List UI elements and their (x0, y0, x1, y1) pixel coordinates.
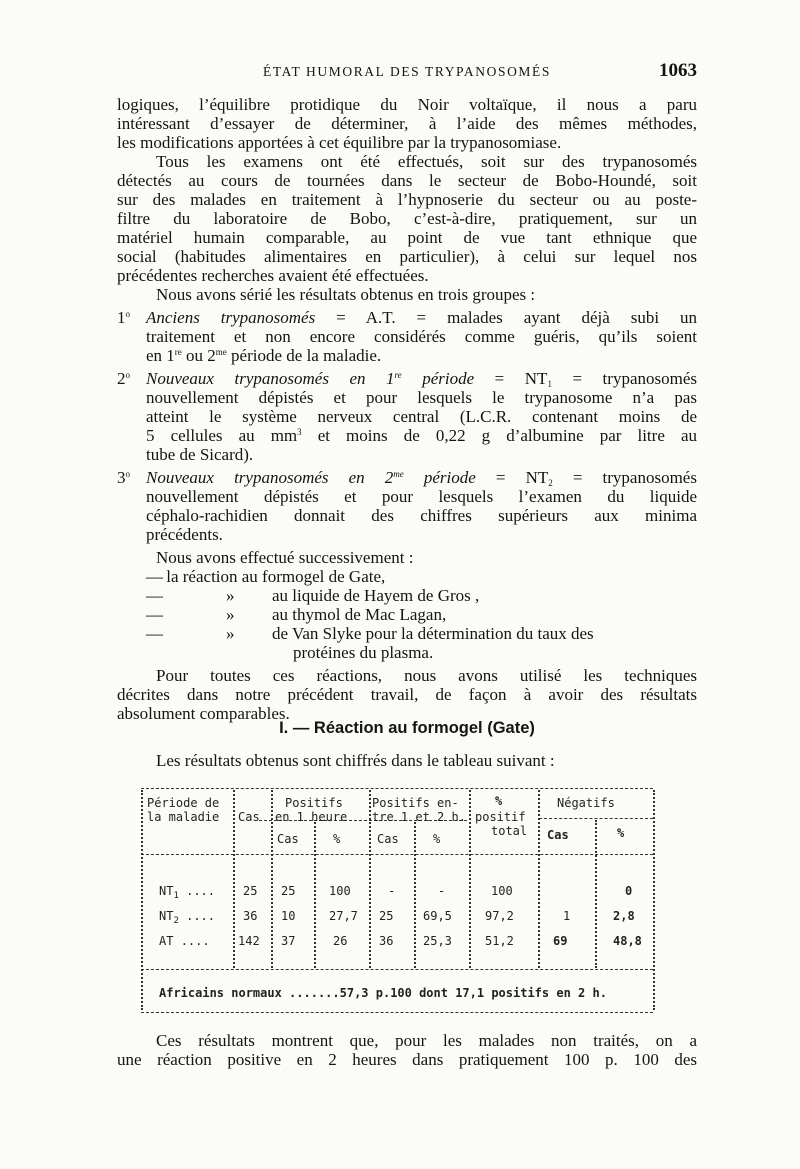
method-item: — » au liquide de Hayem de Gros , (146, 586, 480, 605)
section-title: I. — Réaction au formogel (Gate) (279, 719, 535, 737)
text-line: 5 cellules au $mm^3$ et moins de 0,22 g d’albumine par litre au (146, 426, 697, 445)
text-line: matériel humain comparable, au point de vue tant ethnique que (117, 228, 697, 247)
header-periode-1: Période de (147, 796, 220, 810)
cell: 10 (281, 909, 296, 923)
cell: 142 (238, 934, 260, 948)
method-item: — » au thymol de Mac Lagan, (146, 605, 447, 624)
text-line: détectés au cours de tournées dans le secteur de Bobo-Houndé, soit (117, 171, 697, 190)
text-line: nouvellement dépistés et pour lesquels le trypanosome n’a pas (146, 388, 697, 407)
header-neg-pct: % (617, 826, 625, 840)
text-line: Ces résultats montrent que, pour les malades non traités, on a (156, 1031, 697, 1050)
cell: - (438, 884, 446, 898)
text-line: social (habitudes alimentaires en particulier), à celui sur lequel nos (117, 247, 697, 266)
cell: 51,2 (485, 934, 514, 948)
header-pos2-2: tre 1 et 2 h. (372, 810, 466, 824)
conclusion-text (117, 1031, 697, 1069)
text-line: précédents. (146, 525, 223, 544)
table-row-label: AT .... (159, 934, 210, 948)
header-pos1-cas: Cas (277, 832, 299, 846)
header-total-pct: % (495, 794, 503, 808)
cell: 69,5 (423, 909, 452, 923)
text-line: les modifications apportées à cet équilibre par la trypanosomiase. (117, 133, 562, 152)
cell: 36 (379, 934, 394, 948)
text-line: précédentes recherches avaient été effectuées. (117, 266, 429, 285)
cell: 25,3 (423, 934, 452, 948)
header-cas: Cas (238, 810, 260, 824)
text-line: filtre du laboratoire de Bobo, c’est-à-dire, pratiquement, sur un (117, 209, 697, 228)
cell: 2,8 (613, 909, 635, 923)
group-2-line: 2$^o$ Nouveaux trypanosomés en 1re période = $NT_1$ = trypanosomés (117, 369, 697, 389)
text-line: Tous les examens ont été effectués, soit sur des trypanosomés (156, 152, 697, 171)
body-text (117, 95, 697, 723)
text-line: Nous avons effectué successivement : (156, 548, 414, 567)
text-line: logiques, l’équilibre protidique du Noir voltaïque, il nous a paru (117, 95, 697, 114)
header-neg-cas: Cas (547, 828, 569, 842)
header-pos1-pct: % (333, 832, 341, 846)
header-total-2: positif (475, 810, 526, 824)
page-header (117, 60, 697, 84)
text-line: Pour toutes ces réactions, nous avons utilisé les techniques (156, 666, 697, 685)
method-item: — » de Van Slyke pour la détermination du taux des (146, 624, 594, 643)
header-negatifs: Négatifs (557, 796, 615, 810)
cell: 27,7 (329, 909, 358, 923)
text-line: céphalo-rachidien donnait des chiffres supérieurs aux minima (146, 506, 697, 525)
method-item: — la réaction au formogel de Gate, (146, 567, 386, 586)
cell: 97,2 (485, 909, 514, 923)
cell: 100 (491, 884, 513, 898)
cell: 69 (553, 934, 568, 948)
text-line: nouvellement dépistés et pour lesquels l’examen du liquide (146, 487, 697, 506)
cell: - (388, 884, 396, 898)
cell: 48,8 (613, 934, 642, 948)
text-line: Nous avons sérié les résultats obtenus en trois groupes : (156, 285, 536, 304)
group-3-line: 3$^o$ Nouveaux trypanosomés en $2^{me}$ période = $NT_2$ = trypanosomés (117, 468, 697, 488)
text-line: une réaction positive en 2 heures dans pratiquement 100 p. 100 des (117, 1050, 697, 1069)
header-pos2-cas: Cas (377, 832, 399, 846)
method-item-cont: protéines du plasma. (293, 643, 434, 662)
cell: 25 (281, 884, 296, 898)
cell: 1 (563, 909, 571, 923)
results-table (135, 784, 657, 1030)
text-line: absolument comparables. (117, 704, 290, 723)
cell: 37 (281, 934, 296, 948)
page-number: 1063 (659, 60, 697, 81)
cell: 25 (379, 909, 394, 923)
cell: 0 (625, 884, 633, 898)
text-line: tube de Sicard). (146, 445, 254, 464)
table-row-label: $NT_1$ .... (159, 884, 216, 901)
header-pos1-1: Positifs (285, 796, 343, 810)
table-row-label: $NT_2$ .... (159, 909, 216, 926)
header-pos2-1: Positifs en- (372, 796, 459, 810)
text-line: atteint le système nerveux central (L.C.R. contenant moins de (146, 407, 697, 426)
cell: 25 (243, 884, 258, 898)
cell: 100 (329, 884, 351, 898)
text-line: en 1re ou $2^{me}$ période de la maladie. (146, 346, 382, 365)
text-line: traitement et non encore considérés comme guéris, qu’ils soient (146, 327, 697, 346)
running-title: ÉTAT HUMORAL DES TRYPANOSOMÉS (263, 64, 551, 79)
header-pos1-2: en 1 heure (275, 810, 348, 824)
header-periode-2: la maladie (147, 810, 220, 824)
header-pos2-pct: % (433, 832, 441, 846)
cell: 26 (333, 934, 348, 948)
table-footer: Africains normaux .......57,3 p.100 dont 17,1 positifs en 2 h. (159, 986, 607, 1000)
text-line: décrites dans notre précédent travail, de façon à avoir des résultats (117, 685, 697, 704)
text-line: sur des malades en traitement à l’hypnoserie du secteur ou au poste- (117, 190, 697, 209)
table-intro: Les résultats obtenus sont chiffrés dans le tableau suivant : (156, 751, 555, 770)
cell: 36 (243, 909, 258, 923)
group-1-line: 1$^o$ Anciens trypanosomés = A.T. = malades ayant déjà subi un (117, 308, 697, 327)
text-line: intéressant d’essayer de déterminer, à l’aide des mêmes méthodes, (117, 114, 697, 133)
header-total-3: total (491, 824, 528, 838)
